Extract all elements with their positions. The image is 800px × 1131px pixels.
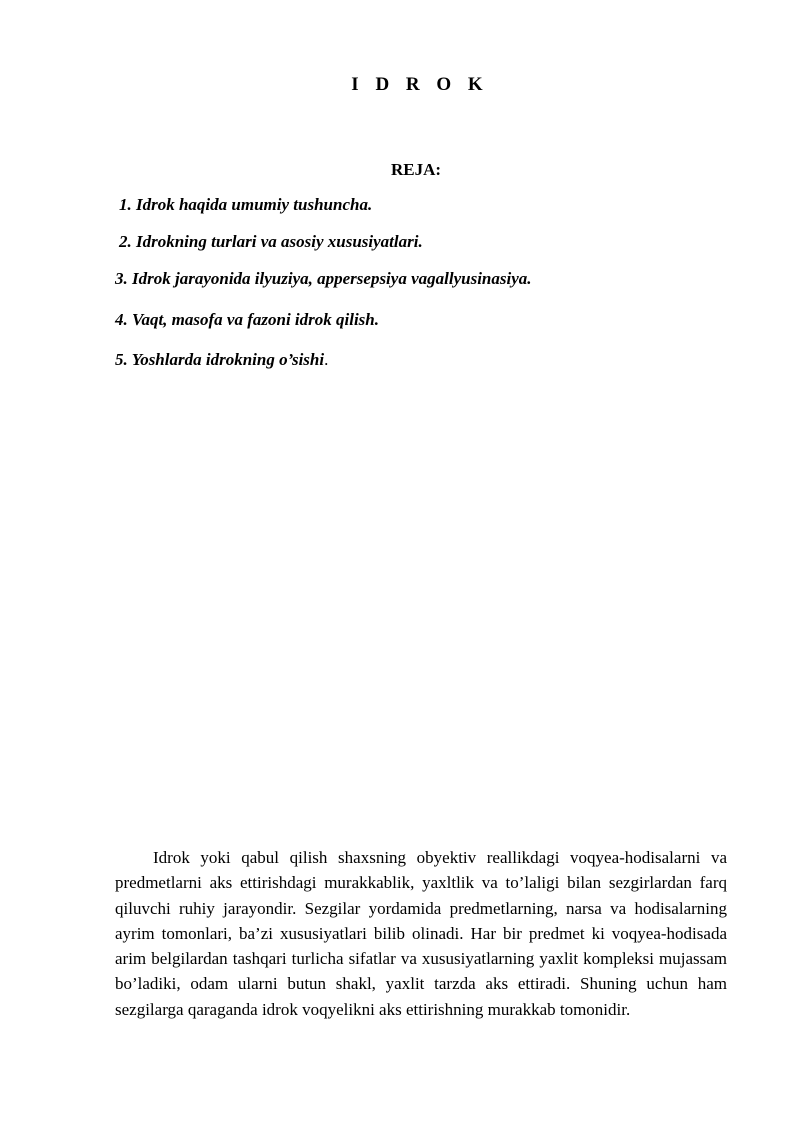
document-title: I D R O K: [351, 74, 489, 95]
plan-item-text: 4. Vaqt, masofa va fazoni idrok qilish.: [115, 310, 380, 329]
plan-item-5: [115, 350, 328, 370]
plan-item-3: [115, 269, 532, 289]
body-paragraph: Idrok yoki qabul qilish shaxsning obyektiv reallikdagi voqyea-hodisalarni va predmetlarni aks ettirishdagi murakkablik, yaxltlik va to’laligi bilan sezgirlardan farq qiluvchi ruhiy jarayondir. Sezgilar yordamida predmetlarning, narsa va hodisalarning ayrim tomonlari, ba’zi xususiyatlari bilib olinadi. Har bir predmet ki voqyea-hodisada arim belgilardan tashqari turlicha sifatlar va xususiyatlarning yaxlit kompleksi mujassam bo’ladiki, odam ularni butun shakl, yaxlit tarzda aks ettiradi. Shuning uchun ham sezgilarga qaraganda idrok voqyelikni aks ettirishning murakkab tomonidir.: [115, 848, 727, 1019]
plan-item-suffix: .: [324, 350, 329, 369]
plan-item-text: 3. Idrok jarayonida ilyuziya, appersepsiya vagallyusinasiya.: [115, 269, 532, 288]
plan-item-1: [119, 195, 372, 215]
plan-item-text: 2. Idrokning turlari va asosiy xususiyatlari.: [119, 232, 423, 251]
plan-item-4: [115, 310, 379, 330]
plan-heading: REJA:: [391, 160, 442, 179]
plan-item-text: 1. Idrok haqida umumiy tushuncha.: [119, 195, 373, 214]
plan-item-2: [119, 232, 423, 252]
plan-item-text: 5. Yoshlarda idrokning o’sishi: [115, 350, 325, 369]
